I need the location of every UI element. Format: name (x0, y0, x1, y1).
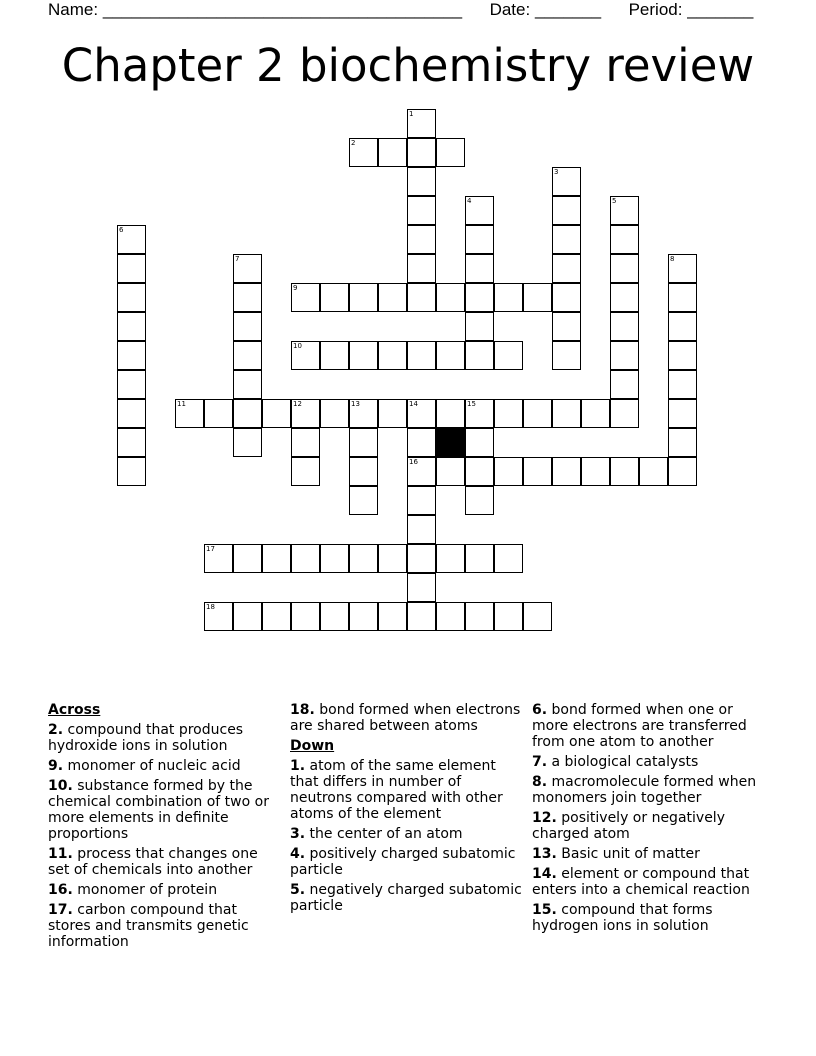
grid-cell[interactable] (291, 457, 320, 486)
grid-cell[interactable] (610, 283, 639, 312)
grid-cell[interactable] (262, 399, 291, 428)
grid-cell[interactable] (407, 602, 436, 631)
grid-cell[interactable] (233, 312, 262, 341)
clue-text: the center of an atom (309, 826, 463, 842)
period-line[interactable]: _______ (687, 0, 754, 19)
clue-across-2 (48, 722, 276, 754)
grid-cell[interactable] (117, 283, 146, 312)
grid-cell[interactable] (494, 602, 523, 631)
clue-text: compound that produces hydroxide ions in solution (48, 722, 244, 754)
grid-cell[interactable] (349, 428, 378, 457)
clues-column-2 (290, 702, 526, 918)
grid-cell[interactable] (117, 254, 146, 283)
grid-cell[interactable] (117, 428, 146, 457)
grid-cell[interactable] (494, 457, 523, 486)
grid-cell[interactable] (465, 428, 494, 457)
clue-text: bond formed when electrons are shared between atoms (290, 702, 521, 734)
grid-cell[interactable] (378, 544, 407, 573)
clue-down-6 (532, 702, 772, 750)
grid-cell[interactable] (407, 283, 436, 312)
grid-cell[interactable] (436, 399, 465, 428)
grid-cell[interactable] (233, 341, 262, 370)
clue-number: 18. (290, 702, 315, 718)
grid-cell[interactable] (349, 457, 378, 486)
grid-cell[interactable] (378, 138, 407, 167)
grid-cell[interactable] (436, 138, 465, 167)
clue-text: monomer of protein (77, 882, 218, 898)
grid-cell[interactable] (523, 457, 552, 486)
grid-cell[interactable] (349, 341, 378, 370)
grid-cell[interactable] (668, 428, 697, 457)
clue-number: 11. (48, 846, 73, 862)
clue-across-10 (48, 778, 276, 842)
clue-number-label: 17 (206, 545, 215, 553)
clues-column-3 (532, 702, 772, 938)
grid-cell[interactable] (117, 370, 146, 399)
clues-column-1 (48, 702, 276, 954)
clue-down-5 (290, 882, 526, 914)
grid-cell[interactable] (465, 457, 494, 486)
grid-cell[interactable] (494, 399, 523, 428)
grid-cell[interactable] (552, 341, 581, 370)
grid-cell[interactable] (465, 312, 494, 341)
grid-cell[interactable] (407, 167, 436, 196)
grid-cell[interactable] (610, 254, 639, 283)
grid-cell[interactable] (465, 283, 494, 312)
clue-number-label: 15 (467, 400, 476, 408)
grid-cell[interactable] (436, 544, 465, 573)
clue-number: 6. (532, 702, 548, 718)
grid-cell[interactable] (349, 486, 378, 515)
clue-number: 5. (290, 882, 306, 898)
grid-cell[interactable] (581, 457, 610, 486)
clue-number-label: 13 (351, 400, 360, 408)
grid-cell[interactable] (465, 341, 494, 370)
grid-cell[interactable] (407, 515, 436, 544)
clue-text: monomer of nucleic acid (67, 758, 241, 774)
clue-number-label: 8 (670, 255, 675, 263)
grid-cell[interactable] (436, 602, 465, 631)
clue-number: 2. (48, 722, 64, 738)
clue-number-label: 2 (351, 139, 356, 147)
clue-number-label: 18 (206, 603, 215, 611)
clue-number: 17. (48, 902, 73, 918)
clue-number: 1. (290, 758, 306, 774)
clue-text: compound that forms hydrogen ions in solution (532, 902, 713, 934)
clue-number-label: 16 (409, 458, 418, 466)
grid-cell[interactable] (523, 602, 552, 631)
clue-text: negatively charged subatomic particle (290, 882, 522, 914)
clue-number: 16. (48, 882, 73, 898)
grid-cell[interactable] (349, 602, 378, 631)
date-label: Date: (489, 0, 531, 19)
clue-number-label: 4 (467, 197, 472, 205)
grid-cell[interactable] (436, 341, 465, 370)
grid-cell[interactable] (494, 544, 523, 573)
grid-cell[interactable] (407, 225, 436, 254)
grid-cell[interactable] (610, 225, 639, 254)
grid-cell[interactable] (407, 544, 436, 573)
clue-text: substance formed by the chemical combination of two or more elements in definite proportions (48, 778, 269, 842)
grid-cell[interactable] (552, 399, 581, 428)
clue-number: 14. (532, 866, 557, 882)
grid-cell[interactable] (117, 399, 146, 428)
grid-cell[interactable] (233, 544, 262, 573)
grid-cell[interactable] (378, 602, 407, 631)
clue-down-15 (532, 902, 772, 934)
clue-number-label: 11 (177, 400, 186, 408)
clue-number-label: 9 (293, 284, 298, 292)
grid-cell[interactable] (436, 283, 465, 312)
grid-cell[interactable] (117, 312, 146, 341)
grid-cell[interactable] (262, 544, 291, 573)
clue-number-label: 14 (409, 400, 418, 408)
grid-cell[interactable] (581, 399, 610, 428)
clue-number-label: 10 (293, 342, 302, 350)
grid-cell[interactable] (262, 602, 291, 631)
clue-text: a biological catalysts (551, 754, 699, 770)
clue-down-7 (532, 754, 772, 770)
grid-cell[interactable] (668, 370, 697, 399)
grid-cell[interactable] (407, 486, 436, 515)
clue-number: 3. (290, 826, 306, 842)
grid-cell[interactable] (320, 341, 349, 370)
clue-across-16 (48, 882, 276, 898)
clue-across-9 (48, 758, 276, 774)
grid-cell[interactable] (523, 283, 552, 312)
clue-down-14 (532, 866, 772, 898)
grid-cell[interactable] (465, 254, 494, 283)
grid-cell[interactable] (320, 399, 349, 428)
grid-cell[interactable] (233, 602, 262, 631)
grid-cell[interactable] (465, 225, 494, 254)
grid-cell[interactable] (668, 457, 697, 486)
date-line[interactable]: _______ (534, 0, 602, 19)
clue-down-8 (532, 774, 772, 806)
clue-number: 13. (532, 846, 557, 862)
grid-cell[interactable] (639, 457, 668, 486)
grid-cell[interactable] (349, 544, 378, 573)
grid-cell[interactable] (610, 399, 639, 428)
grid-cell[interactable] (204, 399, 233, 428)
grid-cell[interactable] (320, 544, 349, 573)
clue-down-4 (290, 846, 526, 878)
clue-number-label: 3 (554, 168, 559, 176)
across-heading: Across (48, 702, 101, 718)
clue-number: 7. (532, 754, 548, 770)
grid-cell[interactable] (407, 428, 436, 457)
grid-cell[interactable] (668, 283, 697, 312)
grid-cell[interactable] (610, 457, 639, 486)
clue-number: 12. (532, 810, 557, 826)
grid-cell[interactable] (436, 457, 465, 486)
clue-text: element or compound that enters into a chemical reaction (532, 866, 750, 898)
name-line[interactable]: ______________________________________ (102, 0, 463, 19)
grid-cell[interactable] (407, 341, 436, 370)
grid-cell[interactable] (320, 602, 349, 631)
clue-text: positively or negatively charged atom (532, 810, 725, 842)
clue-number-label: 7 (235, 255, 240, 263)
grid-cell[interactable] (378, 399, 407, 428)
grid-cell[interactable] (668, 399, 697, 428)
grid-cell[interactable] (233, 283, 262, 312)
clue-number: 15. (532, 902, 557, 918)
clue-down-12 (532, 810, 772, 842)
clue-number: 8. (532, 774, 548, 790)
clue-down-3 (290, 826, 526, 842)
grid-cell[interactable] (117, 341, 146, 370)
grid-cell[interactable] (523, 399, 552, 428)
grid-cell[interactable] (668, 341, 697, 370)
grid-cell[interactable] (465, 602, 494, 631)
clue-across-17 (48, 902, 276, 950)
grid-cell[interactable] (610, 341, 639, 370)
grid-cell[interactable] (233, 428, 262, 457)
clue-text: carbon compound that stores and transmits genetic information (48, 902, 249, 950)
grid-cell[interactable] (552, 312, 581, 341)
clue-text: atom of the same element that differs in number of neutrons compared with other atoms of the element (290, 758, 503, 822)
clue-number: 9. (48, 758, 64, 774)
grid-cell[interactable] (291, 544, 320, 573)
black-cell (436, 428, 465, 457)
clue-down-13 (532, 846, 772, 862)
grid-cell[interactable] (552, 457, 581, 486)
clue-number: 4. (290, 846, 306, 862)
grid-cell[interactable] (552, 225, 581, 254)
clue-down-1 (290, 758, 526, 822)
grid-cell[interactable] (233, 399, 262, 428)
clue-across-18 (290, 702, 526, 734)
clue-text: macromolecule formed when monomers join together (532, 774, 757, 806)
page-title: Chapter 2 biochemistry review (61, 39, 755, 92)
clue-number-label: 12 (293, 400, 302, 408)
grid-cell[interactable] (407, 573, 436, 602)
down-heading: Down (290, 738, 335, 754)
clue-text: positively charged subatomic particle (290, 846, 516, 878)
grid-cell[interactable] (552, 196, 581, 225)
grid-cell[interactable] (320, 283, 349, 312)
clue-number-label: 6 (119, 226, 124, 234)
grid-cell[interactable] (349, 283, 378, 312)
grid-cell[interactable] (668, 312, 697, 341)
grid-cell[interactable] (291, 602, 320, 631)
clue-number: 10. (48, 778, 73, 794)
grid-cell[interactable] (610, 312, 639, 341)
grid-cell[interactable] (291, 428, 320, 457)
grid-cell[interactable] (494, 283, 523, 312)
grid-cell[interactable] (465, 486, 494, 515)
period-label: Period: (628, 0, 683, 19)
grid-cell[interactable] (552, 283, 581, 312)
clue-across-11 (48, 846, 276, 878)
grid-cell[interactable] (407, 138, 436, 167)
grid-cell[interactable] (465, 544, 494, 573)
name-label: Name: (48, 0, 99, 19)
grid-cell[interactable] (233, 370, 262, 399)
grid-cell[interactable] (552, 254, 581, 283)
clue-number-label: 1 (409, 110, 414, 118)
clue-text: bond formed when one or more electrons are transferred from one atom to another (532, 702, 747, 750)
grid-cell[interactable] (610, 370, 639, 399)
clue-text: Basic unit of matter (561, 846, 700, 862)
grid-cell[interactable] (378, 283, 407, 312)
grid-cell[interactable] (494, 341, 523, 370)
grid-cell[interactable] (407, 254, 436, 283)
clue-text: process that changes one set of chemicals into another (48, 846, 258, 878)
grid-cell[interactable] (378, 341, 407, 370)
grid-cell[interactable] (117, 457, 146, 486)
grid-cell[interactable] (407, 196, 436, 225)
clue-number-label: 5 (612, 197, 617, 205)
